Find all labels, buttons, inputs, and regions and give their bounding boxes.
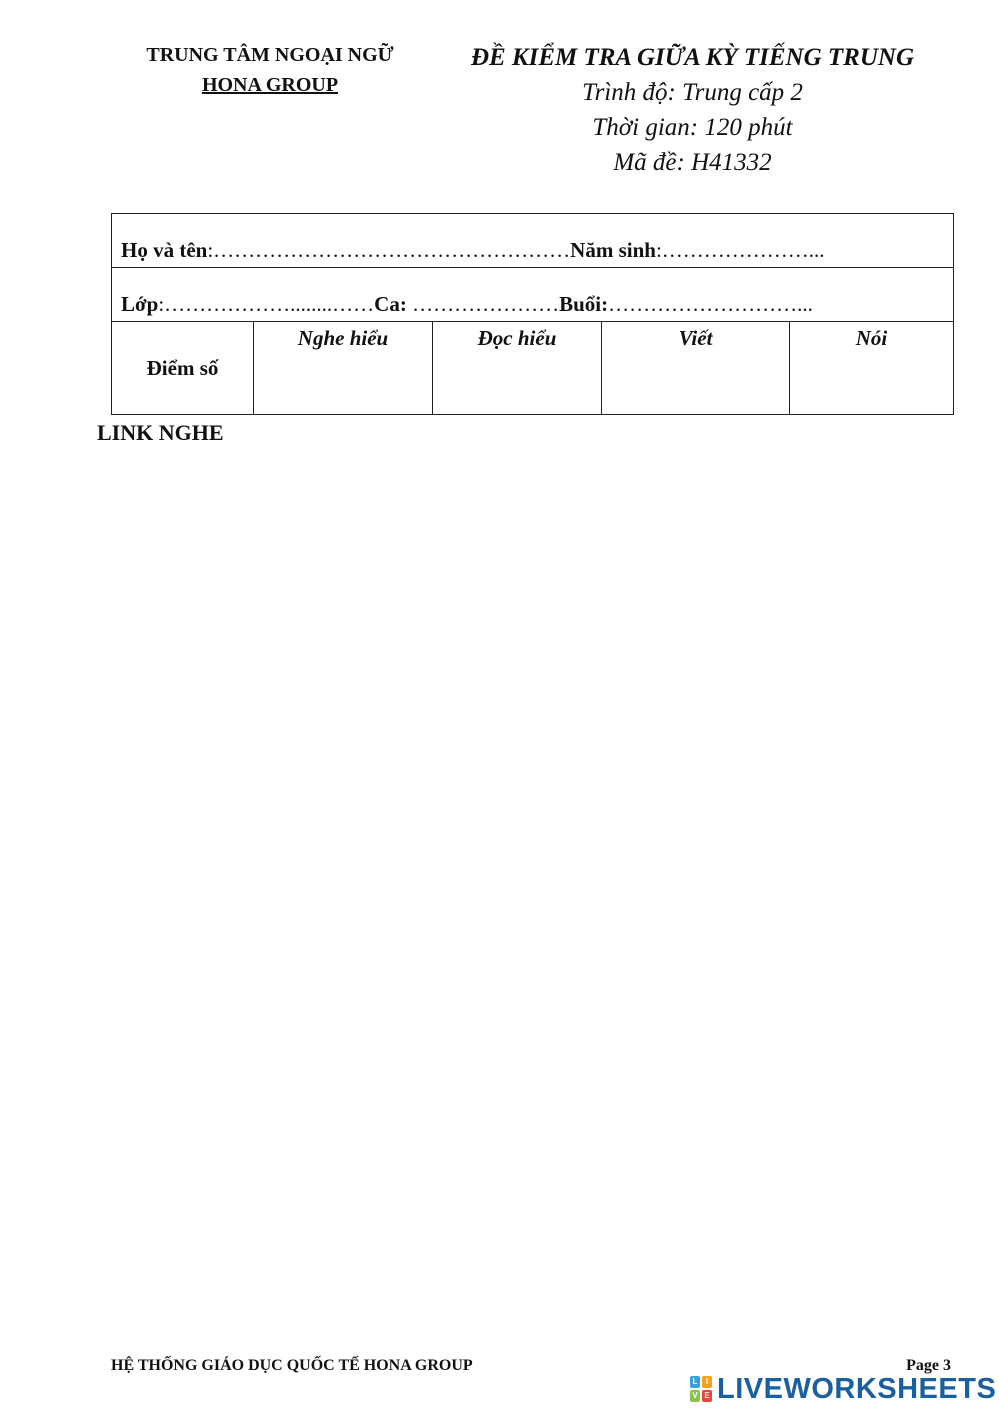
footer-organization: HỆ THỐNG GIÁO DỤC QUỐC TẾ HONA GROUP [111, 1357, 473, 1374]
birth-year-field[interactable]: :…………………... [655, 238, 825, 262]
score-cell-writing[interactable] [602, 322, 790, 414]
speaking-header: Nói [855, 326, 888, 350]
organization-header [110, 40, 430, 100]
liveworksheets-wordmark: LIVEWORKSHEETS [717, 1372, 997, 1405]
liveworksheets-logo [690, 1374, 996, 1404]
page-number: Page 3 [906, 1357, 951, 1374]
exam-level: Trình độ: Trung cấp 2 [582, 79, 803, 106]
birth-year-label: Năm sinh [570, 238, 656, 262]
liveworksheets-icon [690, 1376, 712, 1402]
listening-link-heading[interactable]: LINK NGHE [97, 420, 224, 445]
exam-code: Mã đề: H41332 [613, 149, 772, 176]
shift-label: Ca: [374, 292, 407, 316]
session-label: Buổi: [559, 292, 609, 316]
class-shift-row [112, 268, 953, 322]
score-label: Điểm số [146, 355, 219, 380]
exam-title: ĐỀ KIỂM TRA GIỮA KỲ TIẾNG TRUNG [470, 44, 915, 71]
logo-tile-l: L [690, 1376, 700, 1388]
class-label: Lớp [121, 292, 159, 316]
organization-group: HONA GROUP [201, 74, 339, 96]
student-info-table [111, 213, 954, 415]
name-field[interactable]: :…………………………………………… [207, 238, 571, 262]
reading-header: Đọc hiểu [477, 326, 557, 350]
exam-time: Thời gian: 120 phút [592, 114, 793, 141]
name-birth-row [112, 214, 953, 268]
score-cell-listening[interactable] [254, 322, 433, 414]
logo-tile-e: E [702, 1390, 712, 1402]
score-row [112, 322, 953, 414]
organization-name: TRUNG TÂM NGOẠI NGỮ [146, 44, 394, 66]
shift-field[interactable]: ………………… [406, 292, 560, 316]
score-cell-speaking[interactable] [790, 322, 953, 414]
name-label: Họ và tên [121, 238, 208, 262]
listening-header: Nghe hiểu [297, 326, 389, 350]
logo-tile-v: V [690, 1390, 700, 1402]
class-field[interactable]: :………………........…… [158, 292, 375, 316]
writing-header: Viết [678, 326, 713, 350]
score-cell-reading[interactable] [433, 322, 602, 414]
exam-header [440, 40, 945, 180]
score-label-cell [112, 322, 254, 414]
logo-tile-i: I [702, 1376, 712, 1388]
session-field[interactable]: ………………………... [608, 292, 813, 316]
